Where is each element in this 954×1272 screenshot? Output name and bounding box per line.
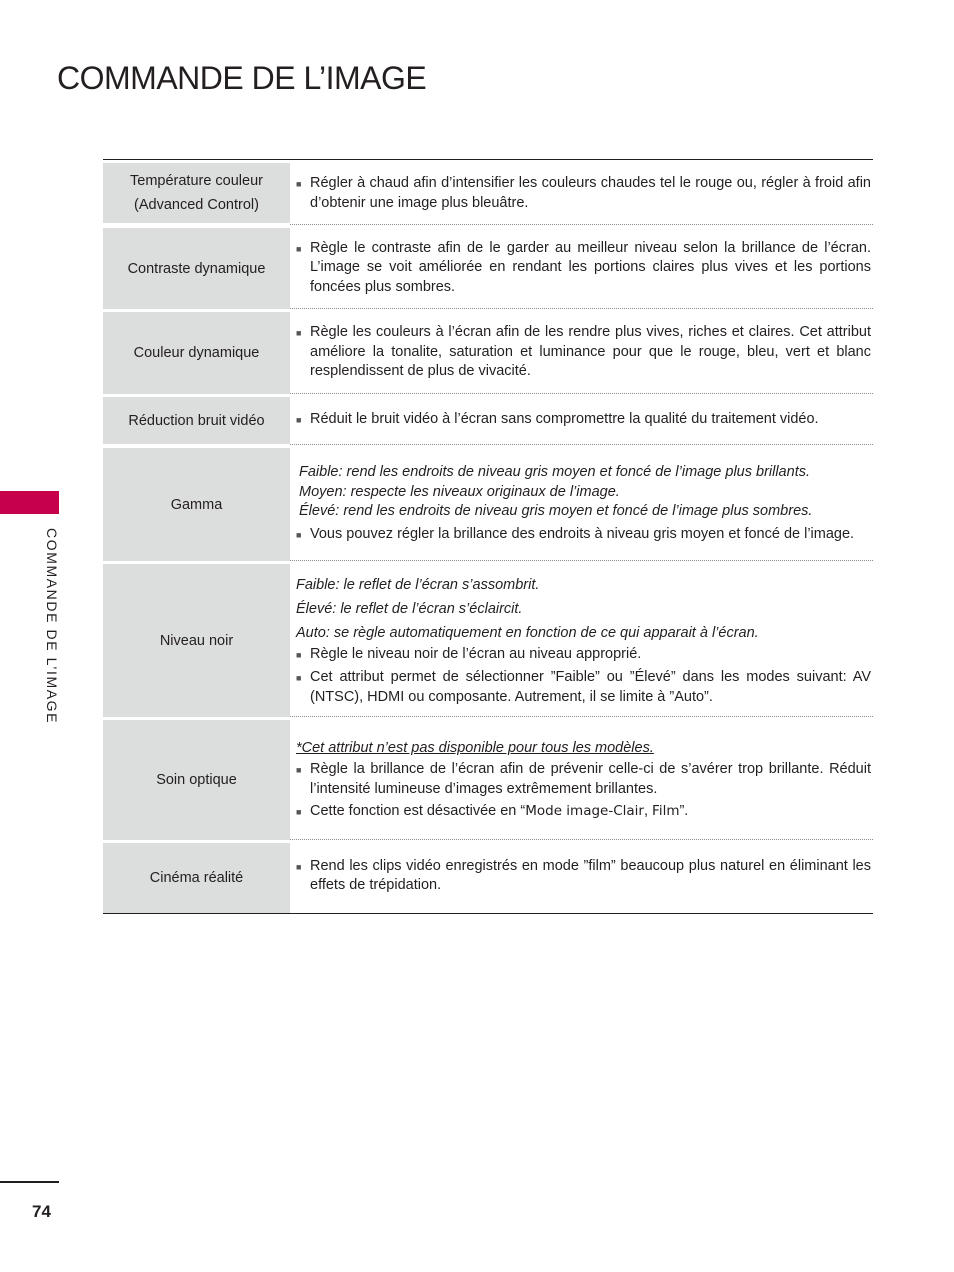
bullet-square-icon: ■ (296, 807, 302, 818)
row-description (290, 163, 873, 225)
bullet-square-icon: ■ (296, 861, 302, 872)
section-tab-marker (0, 491, 59, 514)
bullet-item (296, 802, 871, 823)
table-row (103, 160, 873, 225)
row-label-reduction-bruit-video: Réduction bruit vidéo (103, 397, 290, 444)
row-label-cinema-realite: Cinéma réalité (103, 843, 290, 913)
table-row (103, 840, 873, 913)
section-side-label: COMMANDE DE L’IMAGE (44, 528, 60, 725)
row-description (290, 397, 873, 445)
bullet-item: ■ Cet attribut permet de sélectionner ”Faible” ou ”Élevé” dans les modes suivant: AV (NTSC), HDMI ou composante. Autrement, il se limite à ”Auto”. (296, 668, 871, 707)
table-row (103, 225, 873, 309)
table-row (103, 445, 873, 561)
bullet-square-icon: ■ (296, 415, 302, 426)
menu-path-text: Cette fonction est désactivée en “Mode image-Clair, Film”. (310, 803, 689, 820)
bullet-square-icon: ■ (296, 243, 302, 254)
bullet-square-icon: ■ (296, 649, 302, 660)
bullet-square-icon: ■ (296, 179, 302, 189)
bullet-item: ■ Régler à chaud afin d’intensifier les couleurs chaudes tel le rouge ou, régler à froid afin d’obtenir une image plus bleuâtre. (296, 174, 871, 213)
bullet-square-icon: ■ (296, 673, 302, 684)
bullet-item: ■ Réduit le bruit vidéo à l’écran sans compromettre la qualité du traitement vidéo. (296, 410, 871, 431)
bullet-square-icon: ■ (296, 765, 302, 776)
italic-option-line: Élevé: le reflet de l’écran s’éclaircit. (296, 600, 523, 617)
table-row (103, 561, 873, 717)
table-row (103, 309, 873, 394)
menu-film: Film (652, 803, 680, 820)
italic-option-line: Auto: se règle automatiquement en fonction de ce qui apparait à l’écran. (296, 624, 759, 641)
bullet-item: ■ Règle les couleurs à l’écran afin de les rendre plus vives, riches et claires. Cet attribut améliore la tonalite, saturation et luminance pour que le rouge, bleu, vert et blanc resplendissent de plus de vivacité. (296, 323, 871, 382)
row-label-soin-optique: Soin optique (103, 720, 290, 840)
bullet-item: ■ Règle la brillance de l’écran afin de prévenir celle-ci de s’avérer trop brillante. Réduit l’intensité lumineuse d’images extrêmement brillantes. (296, 760, 871, 799)
row-description (290, 843, 873, 913)
row-label-couleur-dynamique: Couleur dynamique (103, 312, 290, 394)
table-row (103, 394, 873, 445)
menu-mode-image-clair: Mode image-Clair (525, 803, 644, 820)
availability-note: *Cet attribut n’est pas disponible pour tous les modèles. (296, 740, 654, 757)
table-row (103, 717, 873, 840)
bullet-square-icon: ■ (296, 328, 302, 339)
page-number: 74 (32, 1202, 51, 1221)
footer-rule (0, 1181, 59, 1183)
row-label-niveau-noir: Niveau noir (103, 564, 290, 717)
italic-option-line: Faible: rend les endroits de niveau gris moyen et foncé de l’image plus brillants. (299, 464, 810, 480)
bullet-item: ■ Rend les clips vidéo enregistrés en mode ”film” beaucoup plus naturel en éliminant les effets de trépidation. (296, 857, 871, 896)
row-label-contraste-dynamique: Contraste dynamique (103, 228, 290, 309)
row-description (290, 564, 873, 717)
bullet-item: ■ Règle le niveau noir de l’écran au niveau approprié. (296, 645, 871, 666)
bullet-square-icon: ■ (296, 529, 302, 540)
settings-table (103, 159, 873, 914)
italic-option-line: Élevé: rend les endroits de niveau gris moyen et foncé de l’image plus sombres. (299, 503, 813, 519)
row-label-temperature-couleur: Température couleur (Advanced Control) (103, 163, 290, 223)
row-description (290, 720, 873, 840)
italic-option-line: Moyen: respecte les niveaux originaux de l’image. (299, 483, 620, 500)
row-description (290, 228, 873, 309)
page-title: COMMANDE DE L’IMAGE (57, 60, 427, 96)
bullet-item: ■ Règle le contraste afin de le garder au meilleur niveau selon la brillance de l’écran. L’image se voit améliorée en rendant les portions claires plus vives et les portions foncées plus sombres. (296, 239, 871, 298)
bullet-item: ■ Vous pouvez régler la brillance des endroits à niveau gris moyen et foncé de l’image. (296, 525, 871, 546)
row-label-gamma: Gamma (103, 448, 290, 561)
italic-option-line: Faible: le reflet de l’écran s’assombrit. (296, 576, 540, 593)
row-description (290, 312, 873, 394)
row-description (290, 448, 873, 561)
